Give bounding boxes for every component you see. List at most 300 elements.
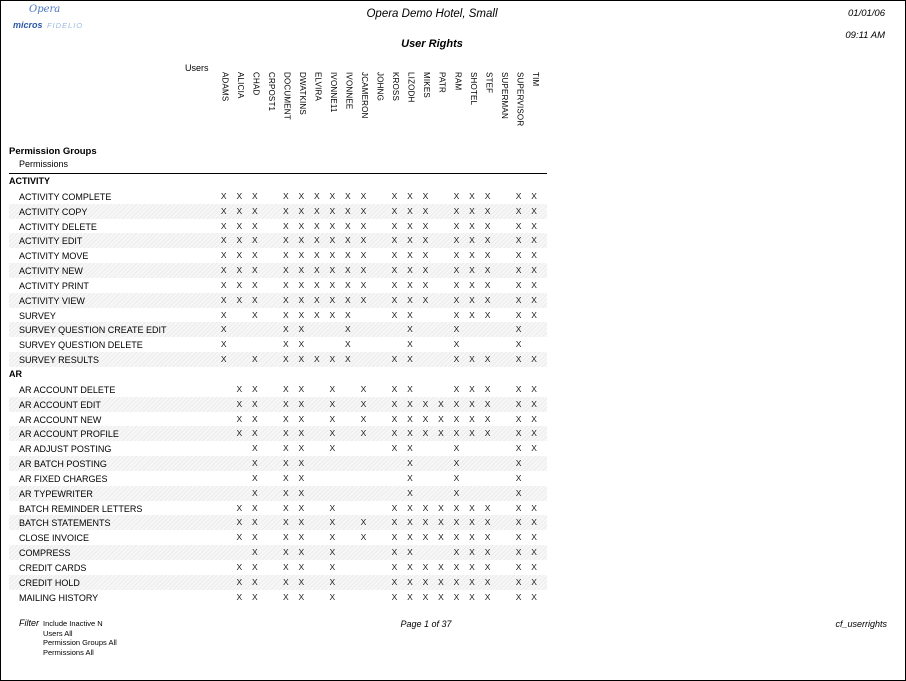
grant-cell: X [391,502,398,513]
grant-cell [371,219,387,234]
grant-cell [464,441,480,456]
grant-cell: X [251,250,258,261]
grant-cell: X [282,383,289,394]
grant-cell [340,545,356,560]
grant-cell: X [422,294,429,305]
grant-cell: X [484,309,491,320]
grant-cell: X [515,502,522,513]
grant-cell: X [220,339,227,350]
grant-cell [433,486,449,501]
grant-cell [356,441,372,456]
grant-cell [340,426,356,441]
grant-cell: X [345,265,351,276]
user-column-header: SHOTEL [468,72,478,106]
filter-value: Include Inactive N [43,619,103,628]
grant-cell: X [360,265,367,276]
grant-cell: X [236,279,243,290]
grant-cell: X [484,413,491,424]
user-column-header: DOCUMENT [282,72,292,120]
grant-cell: X [422,250,429,261]
grant-cell: X [251,576,258,587]
permission-label: COMPRESS [19,548,71,559]
grant-cell: X [531,502,537,513]
grant-cell [340,515,356,530]
grant-cell [495,471,511,486]
grant-cell: X [236,413,243,424]
permission-row [9,515,547,530]
grant-cell: X [469,279,475,290]
grant-cell: X [251,472,258,483]
grant-cell [263,233,279,248]
grant-cell: X [515,472,522,483]
permission-row [9,322,547,337]
grant-cell [495,441,511,456]
grant-cell: X [251,190,258,201]
user-column-header: ADAMS [220,72,230,102]
grant-cell [495,515,511,530]
grant-cell [495,219,511,234]
grant-cell: X [515,428,522,439]
grant-cell [433,352,449,367]
grant-cell: X [407,576,413,587]
grant-cell: X [391,517,398,528]
micros-logo-text: micros [13,20,43,30]
grant-cell: X [282,294,289,305]
grant-cell: X [298,190,305,201]
grant-cell: X [282,591,289,602]
grant-cell [263,204,279,219]
grant-cell: X [251,443,258,454]
grant-cell: X [282,561,289,572]
grant-cell: X [236,502,243,513]
grant-cell [495,293,511,308]
grant-cell: X [453,279,460,290]
grant-cell: X [515,324,522,335]
grant-cell [263,189,279,204]
grant-cell: X [329,235,336,246]
grant-cell: X [531,413,537,424]
grant-cell [263,352,279,367]
grant-cell: X [422,532,429,543]
grant-cell: X [236,532,243,543]
grant-cell: X [531,309,537,320]
grant-cell: X [314,279,320,290]
grant-cell: X [469,413,475,424]
grant-cell [418,308,434,323]
grant-cell: X [251,502,258,513]
grant-cell: X [515,576,522,587]
grant-cell: X [298,220,305,231]
grant-cell: X [531,250,537,261]
grant-cell: X [484,561,491,572]
grant-cell: X [282,443,289,454]
grant-cell: X [236,561,243,572]
grant-cell: X [515,309,522,320]
grant-cell: X [360,235,367,246]
grant-cell: X [282,413,289,424]
grant-cell [216,397,232,412]
grant-cell [371,456,387,471]
grant-cell: X [314,235,320,246]
grant-cell: X [438,398,444,409]
grant-cell [371,204,387,219]
grant-cell: X [329,279,336,290]
grant-cell [216,426,232,441]
grant-cell [325,322,341,337]
grant-cell [232,471,248,486]
grant-cell [480,337,496,352]
grant-cell: X [360,532,367,543]
grant-cell [495,456,511,471]
permission-label: AR ACCOUNT DELETE [19,384,116,395]
permission-row [9,278,547,293]
grant-cell: X [329,398,336,409]
grant-cell [433,322,449,337]
grant-cell: X [469,205,475,216]
permission-label: ACTIVITY DELETE [19,221,97,232]
grant-cell: X [422,576,429,587]
grant-cell: X [298,398,305,409]
grant-cell [371,293,387,308]
grant-cell [232,308,248,323]
permission-label: SURVEY QUESTION CREATE EDIT [19,325,167,336]
grant-cell: X [453,591,460,602]
grant-cell [216,486,232,501]
grant-cell: X [298,517,305,528]
grant-cell: X [531,591,537,602]
grant-cell [263,486,279,501]
grant-cell [433,441,449,456]
permission-row [9,590,547,605]
users-column-label: Users [185,63,209,73]
grant-cell: X [422,413,429,424]
grant-cell: X [391,220,398,231]
grant-cell [309,530,325,545]
grant-cell: X [314,309,320,320]
grant-cells [216,293,542,308]
grant-cell: X [484,294,491,305]
grant-cell: X [298,591,305,602]
grant-cell [433,278,449,293]
grant-cell: X [407,354,413,365]
grant-cell: X [220,279,227,290]
grant-cell [371,248,387,263]
user-column-header: IVONNE11 [329,72,339,113]
grant-cell: X [282,354,289,365]
grant-cell: X [453,487,460,498]
grant-cell: X [282,576,289,587]
grant-cell: X [282,265,289,276]
grant-cell: X [220,205,227,216]
grant-cell [263,560,279,575]
permission-label: SURVEY [19,310,56,321]
grant-cell [418,486,434,501]
grant-cell: X [298,443,305,454]
grant-cell: X [329,294,336,305]
grant-cell: X [329,383,336,394]
grant-cell [309,322,325,337]
grant-cell: X [407,294,413,305]
grant-cells [216,412,542,427]
grant-cell: X [236,383,243,394]
grant-cell: X [329,205,336,216]
grant-cell: X [407,591,413,602]
grant-cell: X [469,428,475,439]
grant-cell: X [407,235,413,246]
grant-cell: X [515,205,522,216]
grant-cell [263,278,279,293]
grant-cell: X [314,205,320,216]
grant-cell: X [531,443,537,454]
grant-cell: X [282,339,289,350]
user-column-header: CHAD [251,72,261,96]
permission-label: CLOSE INVOICE [19,533,90,544]
grant-cell [433,456,449,471]
grant-cell: X [345,354,351,365]
grant-cell: X [422,279,429,290]
grant-cell: X [298,428,305,439]
grant-cell: X [251,265,258,276]
grant-cell: X [220,190,227,201]
grant-cell [263,590,279,605]
permission-row [9,530,547,545]
grant-cell: X [345,324,351,335]
grant-cell: X [282,458,289,469]
grant-cell [309,501,325,516]
grant-cell [309,397,325,412]
grant-cell: X [515,398,522,409]
grant-cell: X [531,398,537,409]
grant-cell: X [251,561,258,572]
grant-cell: X [453,339,460,350]
grant-cell: X [469,250,475,261]
permission-label: ACTIVITY EDIT [19,236,83,247]
grant-cell: X [469,383,475,394]
grant-cell: X [469,398,475,409]
grant-cell [309,560,325,575]
section-header: AR [9,368,22,379]
grant-cell [325,486,341,501]
grant-cell: X [391,190,398,201]
grant-cell [526,486,542,501]
grant-cell [216,441,232,456]
grant-cell: X [236,235,243,246]
grant-cell [309,575,325,590]
grant-cell [495,248,511,263]
grant-cells [216,397,542,412]
grant-cell: X [282,547,289,558]
grant-cell [340,501,356,516]
grant-cell: X [453,413,460,424]
section-header: ACTIVITY [9,176,51,186]
grant-cell [495,575,511,590]
grant-cell [232,456,248,471]
grant-cell [356,352,372,367]
grant-cell: X [282,324,289,335]
permissions-table [9,145,547,604]
grant-cell: X [515,443,522,454]
grant-cell: X [360,279,367,290]
grant-cell [433,382,449,397]
grant-cell: X [251,458,258,469]
grant-cell: X [391,532,398,543]
grant-cell [216,471,232,486]
grant-cell: X [329,443,336,454]
filter-value: Users All [43,628,73,638]
grant-cell: X [515,339,522,350]
filter-value: Permission Groups All [43,638,117,648]
grant-cell: X [345,309,351,320]
grant-cell: X [282,487,289,498]
grant-cell: X [531,428,537,439]
permission-row [9,204,547,219]
grant-cell [526,337,542,352]
grant-cell: X [251,428,258,439]
grant-cell [495,382,511,397]
grant-cell [263,308,279,323]
user-column-header: JCAMERON [360,72,370,119]
grant-cell: X [531,220,537,231]
grant-cell: X [531,576,537,587]
grant-cell [418,352,434,367]
grant-cell: X [282,398,289,409]
permission-row [9,382,547,397]
grant-cell: X [484,265,491,276]
grant-cell [418,545,434,560]
grant-cell: X [515,294,522,305]
permission-row [9,293,547,308]
grant-cell: X [282,517,289,528]
grant-cell: X [515,383,522,394]
grant-cell [433,293,449,308]
permission-row [9,189,547,204]
grant-cell: X [469,220,475,231]
grant-cell: X [515,458,522,469]
grant-cell: X [329,190,336,201]
grant-cell: X [422,235,429,246]
grant-cells [216,456,542,471]
grant-cell [464,486,480,501]
grant-cell [371,590,387,605]
grant-cell [325,456,341,471]
grant-cell [309,486,325,501]
user-column-header: SUPERVISOR [515,72,525,127]
grant-cell: X [484,205,491,216]
grant-cell: X [314,265,320,276]
grant-cells [216,204,542,219]
grant-cell: X [407,428,413,439]
grant-cell: X [469,517,475,528]
grant-cell: X [484,502,491,513]
grant-cell: X [453,294,460,305]
grant-cell: X [360,413,367,424]
grant-cell: X [407,472,413,483]
grant-cell: X [220,294,227,305]
grant-cell [371,322,387,337]
grant-cell: X [438,576,444,587]
grant-cell: X [329,265,336,276]
grant-cell [480,471,496,486]
grant-cell: X [236,294,243,305]
grant-cell [371,471,387,486]
grant-cell: X [314,220,320,231]
permissions-header: Permissions [19,159,69,169]
grant-cell: X [469,190,475,201]
grant-cell [371,441,387,456]
permission-label: BATCH REMINDER LETTERS [19,503,143,514]
grant-cell: X [531,235,537,246]
grant-cell: X [251,398,258,409]
grant-cell: X [515,561,522,572]
grant-cell [263,456,279,471]
grant-cell: X [220,324,227,335]
grant-cell: X [391,354,398,365]
grant-cell: X [251,294,258,305]
grant-cell: X [236,428,243,439]
grant-cell [356,575,372,590]
grant-cell [356,456,372,471]
grant-cell [480,441,496,456]
grant-cell: X [391,576,398,587]
grant-cell: X [515,235,522,246]
grant-cells [216,560,542,575]
report-title: User Rights [401,38,463,50]
grant-cell [216,545,232,560]
grant-cell [340,560,356,575]
grant-cell: X [251,235,258,246]
grant-cell [356,308,372,323]
grant-cell: X [531,205,537,216]
grant-cell: X [345,294,351,305]
filter-label: Filter [19,618,39,628]
grant-cell: X [407,205,413,216]
grant-cell: X [251,413,258,424]
grant-cell: X [453,458,460,469]
grant-cell [418,471,434,486]
user-column-header: MIKES [422,72,432,98]
grant-cell: X [453,250,460,261]
grant-cell [340,575,356,590]
grant-cell: X [531,383,537,394]
grant-cell: X [515,591,522,602]
grant-cell [216,382,232,397]
grant-cell: X [469,294,475,305]
grant-cell [371,530,387,545]
grant-cell [340,590,356,605]
grant-cell: X [360,398,367,409]
grant-cell [232,441,248,456]
grant-cell [216,530,232,545]
grant-cell [263,322,279,337]
grant-cell: X [469,547,475,558]
grant-cell: X [453,309,460,320]
grant-cell [263,219,279,234]
grant-cell [371,308,387,323]
grant-cells [216,515,542,530]
grant-cell: X [531,547,537,558]
grant-cell: X [438,502,444,513]
grant-cell: X [236,205,243,216]
grant-cells [216,426,542,441]
grant-cell: X [515,250,522,261]
grant-cell: X [453,561,460,572]
grant-cell: X [422,205,429,216]
grant-cell [371,352,387,367]
grant-cell: X [298,324,305,335]
grant-cell [340,530,356,545]
grant-cell: X [314,250,320,261]
grant-cell [433,263,449,278]
